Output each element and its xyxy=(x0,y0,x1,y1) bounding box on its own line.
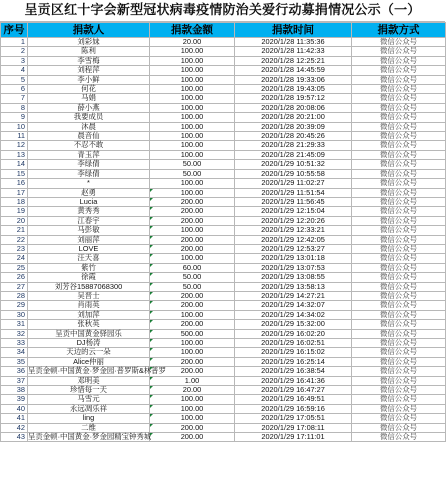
cell-donor[interactable]: DJ杨涛 xyxy=(28,339,150,348)
cell-donor[interactable]: 不忍不敢 xyxy=(28,141,150,150)
cell-amount[interactable]: 100.00 xyxy=(150,310,235,319)
table-row xyxy=(1,122,446,131)
cell-amount[interactable]: 100.00 xyxy=(150,254,235,263)
cell-method[interactable]: 微信公众号 xyxy=(352,273,446,282)
cell-donor[interactable]: 吴晋士 xyxy=(28,291,150,300)
cell-seq[interactable]: 25 xyxy=(1,263,28,272)
cell-donor[interactable]: 马彭敏 xyxy=(28,226,150,235)
cell-seq[interactable]: 32 xyxy=(1,329,28,338)
cell-donor[interactable]: 青玉萍 xyxy=(28,150,150,159)
cell-time[interactable]: 2020/1/29 16:41:36 xyxy=(235,376,352,385)
cell-seq[interactable]: 17 xyxy=(1,188,28,197)
cell-method[interactable]: 微信公众号 xyxy=(352,56,446,65)
cell-amount[interactable]: 100.00 xyxy=(150,150,235,159)
cell-amount[interactable]: 20.00 xyxy=(150,38,235,47)
cell-method[interactable]: 微信公众号 xyxy=(352,386,446,395)
table-row xyxy=(1,179,446,188)
cell-amount[interactable]: 100.00 xyxy=(150,132,235,141)
cell-time[interactable]: 2020/1/29 10:51:32 xyxy=(235,160,352,169)
cell-seq[interactable]: 6 xyxy=(1,85,28,94)
cell-marker-icon xyxy=(150,189,153,192)
table-row xyxy=(1,38,446,47)
cell-time[interactable]: 2020/1/29 11:51:54 xyxy=(235,188,352,197)
cell-amount[interactable]: 100.00 xyxy=(150,94,235,103)
cell-method[interactable]: 微信公众号 xyxy=(352,235,446,244)
table-row xyxy=(1,235,446,244)
table-row xyxy=(1,188,446,197)
cell-seq[interactable]: 22 xyxy=(1,235,28,244)
cell-donor[interactable]: 李绿倩 xyxy=(28,160,150,169)
table-row xyxy=(1,310,446,319)
header-seq[interactable]: 序号 xyxy=(1,23,28,38)
cell-amount[interactable]: 100.00 xyxy=(150,113,235,122)
cell-seq[interactable]: 8 xyxy=(1,103,28,112)
cell-amount[interactable]: 100.00 xyxy=(150,47,235,56)
cell-seq[interactable]: 29 xyxy=(1,301,28,310)
cell-amount[interactable]: 200.00 xyxy=(150,433,235,442)
cell-method[interactable]: 微信公众号 xyxy=(352,122,446,131)
cell-donor[interactable]: ling xyxy=(28,414,150,423)
cell-amount[interactable]: 100.00 xyxy=(150,141,235,150)
cell-method[interactable]: 微信公众号 xyxy=(352,103,446,112)
cell-seq[interactable]: 30 xyxy=(1,310,28,319)
cell-marker-icon xyxy=(150,330,153,333)
cell-method[interactable]: 微信公众号 xyxy=(352,226,446,235)
cell-amount[interactable]: 100.00 xyxy=(150,395,235,404)
cell-method[interactable]: 微信公众号 xyxy=(352,357,446,366)
cell-method[interactable]: 微信公众号 xyxy=(352,348,446,357)
table-row xyxy=(1,47,446,56)
cell-time[interactable]: 2020/1/29 10:55:58 xyxy=(235,169,352,178)
cell-seq[interactable]: 31 xyxy=(1,320,28,329)
cell-amount[interactable]: 100.00 xyxy=(150,75,235,84)
table-row xyxy=(1,94,446,103)
cell-donor[interactable]: 张秋英 xyxy=(28,320,150,329)
cell-donor[interactable]: 赵勇 xyxy=(28,188,150,197)
cell-donor[interactable]: 刘程萍 xyxy=(28,66,150,75)
cell-marker-icon xyxy=(150,358,153,361)
header-method[interactable]: 捐款方式 xyxy=(352,23,446,38)
cell-seq[interactable]: 36 xyxy=(1,367,28,376)
cell-method[interactable]: 微信公众号 xyxy=(352,85,446,94)
table-row xyxy=(1,320,446,329)
cell-marker-icon xyxy=(150,367,153,370)
cell-marker-icon xyxy=(150,433,153,436)
cell-seq[interactable]: 40 xyxy=(1,404,28,413)
cell-marker-icon xyxy=(150,264,153,267)
cell-marker-icon xyxy=(150,395,153,398)
header-amount[interactable]: 捐款金额 xyxy=(150,23,235,38)
cell-amount[interactable]: 200.00 xyxy=(150,357,235,366)
table-row xyxy=(1,85,446,94)
sheet-title: 呈贡区红十字会新型冠状病毒疫情防治关爱行动募捐情况公示（一） xyxy=(0,0,445,22)
cell-seq[interactable]: 39 xyxy=(1,395,28,404)
cell-method[interactable]: 微信公众号 xyxy=(352,310,446,319)
cell-seq[interactable]: 33 xyxy=(1,339,28,348)
cell-method[interactable]: 微信公众号 xyxy=(352,197,446,206)
cell-time[interactable]: 2020/1/29 16:15:02 xyxy=(235,348,352,357)
table-row xyxy=(1,141,446,150)
table-row xyxy=(1,103,446,112)
cell-marker-icon xyxy=(150,245,153,248)
cell-time[interactable]: 2020/1/29 16:47:27 xyxy=(235,386,352,395)
cell-marker-icon xyxy=(150,226,153,229)
cell-seq[interactable]: 37 xyxy=(1,376,28,385)
cell-amount[interactable]: 100.00 xyxy=(150,226,235,235)
donation-table xyxy=(0,22,446,442)
cell-seq[interactable]: 34 xyxy=(1,348,28,357)
cell-donor[interactable]: 刘加萍 xyxy=(28,310,150,319)
cell-method[interactable]: 微信公众号 xyxy=(352,423,446,432)
cell-method[interactable]: 微信公众号 xyxy=(352,282,446,291)
table-row xyxy=(1,263,446,272)
cell-time[interactable]: 2020/1/29 12:53:27 xyxy=(235,244,352,253)
table-row xyxy=(1,150,446,159)
cell-time[interactable]: 2020/1/29 17:08:11 xyxy=(235,423,352,432)
table-row xyxy=(1,254,446,263)
cell-method[interactable]: 微信公众号 xyxy=(352,47,446,56)
cell-time[interactable]: 2020/1/29 17:05:51 xyxy=(235,414,352,423)
cell-time[interactable]: 2020/1/29 16:59:16 xyxy=(235,404,352,413)
cell-method[interactable]: 微信公众号 xyxy=(352,320,446,329)
cell-time[interactable]: 2020/1/28 20:39:09 xyxy=(235,122,352,131)
cell-seq[interactable]: 18 xyxy=(1,197,28,206)
cell-time[interactable]: 2020/1/29 16:02:20 xyxy=(235,329,352,338)
cell-method[interactable]: 微信公众号 xyxy=(352,367,446,376)
cell-seq[interactable]: 12 xyxy=(1,141,28,150)
cell-method[interactable]: 微信公众号 xyxy=(352,244,446,253)
cell-time[interactable]: 2020/1/29 16:49:51 xyxy=(235,395,352,404)
table-row xyxy=(1,348,446,357)
cell-donor[interactable]: * xyxy=(28,179,150,188)
cell-donor[interactable]: 天边的云一朵 xyxy=(28,348,150,357)
table-row xyxy=(1,367,446,376)
cell-amount[interactable]: 50.00 xyxy=(150,282,235,291)
cell-method[interactable]: 微信公众号 xyxy=(352,38,446,47)
cell-amount[interactable]: 200.00 xyxy=(150,235,235,244)
cell-amount[interactable]: 100.00 xyxy=(150,414,235,423)
cell-amount[interactable]: 200.00 xyxy=(150,244,235,253)
cell-amount[interactable]: 100.00 xyxy=(150,188,235,197)
cell-donor[interactable]: 二维 xyxy=(28,423,150,432)
table-row xyxy=(1,207,446,216)
cell-donor[interactable]: 珍惜每一天 xyxy=(28,386,150,395)
cell-time[interactable]: 2020/1/28 19:43:05 xyxy=(235,85,352,94)
cell-time[interactable]: 2020/1/28 21:29:33 xyxy=(235,141,352,150)
table-row xyxy=(1,414,446,423)
cell-donor[interactable]: 刘芳谷15887068300 xyxy=(28,282,150,291)
cell-donor[interactable]: 马雪元 xyxy=(28,395,150,404)
cell-time[interactable]: 2020/1/29 13:08:55 xyxy=(235,273,352,282)
cell-method[interactable]: 微信公众号 xyxy=(352,207,446,216)
cell-donor[interactable]: 紫竹 xyxy=(28,263,150,272)
cell-method[interactable]: 微信公众号 xyxy=(352,66,446,75)
cell-amount[interactable]: 100.00 xyxy=(150,103,235,112)
cell-amount[interactable]: 60.00 xyxy=(150,263,235,272)
cell-marker-icon xyxy=(150,273,153,276)
cell-time[interactable]: 2020/1/28 19:33:06 xyxy=(235,75,352,84)
cell-amount[interactable]: 100.00 xyxy=(150,122,235,131)
cell-seq[interactable]: 16 xyxy=(1,179,28,188)
cell-method[interactable]: 微信公众号 xyxy=(352,141,446,150)
table-row xyxy=(1,433,446,442)
table-row xyxy=(1,132,446,141)
cell-marker-icon xyxy=(150,198,153,201)
cell-amount[interactable]: 100.00 xyxy=(150,348,235,357)
cell-seq[interactable]: 41 xyxy=(1,414,28,423)
cell-time[interactable]: 2020/1/29 14:34:02 xyxy=(235,310,352,319)
cell-time[interactable]: 2020/1/29 13:58:13 xyxy=(235,282,352,291)
cell-donor[interactable]: 徐霞 xyxy=(28,273,150,282)
table-row xyxy=(1,56,446,65)
cell-time[interactable]: 2020/1/28 11:35:36 xyxy=(235,38,352,47)
cell-marker-icon xyxy=(150,414,153,417)
cell-time[interactable]: 2020/1/29 14:32:07 xyxy=(235,301,352,310)
cell-donor[interactable]: LOVE xyxy=(28,244,150,253)
cell-method[interactable]: 微信公众号 xyxy=(352,160,446,169)
cell-method[interactable]: 微信公众号 xyxy=(352,132,446,141)
cell-donor[interactable]: 刘彩妹 xyxy=(28,38,150,47)
cell-time[interactable]: 2020/1/29 13:01:18 xyxy=(235,254,352,263)
cell-marker-icon xyxy=(150,348,153,351)
cell-donor[interactable]: Alice仲丽 xyxy=(28,357,150,366)
cell-amount[interactable]: 500.00 xyxy=(150,329,235,338)
table-row xyxy=(1,169,446,178)
table-row xyxy=(1,282,446,291)
cell-method[interactable]: 微信公众号 xyxy=(352,404,446,413)
cell-time[interactable]: 2020/1/28 14:45:59 xyxy=(235,66,352,75)
cell-marker-icon xyxy=(150,339,153,342)
cell-donor[interactable]: 沐晨 xyxy=(28,122,150,131)
cell-time[interactable]: 2020/1/28 19:57:12 xyxy=(235,94,352,103)
cell-seq[interactable]: 26 xyxy=(1,273,28,282)
cell-donor[interactable]: 江春宇 xyxy=(28,216,150,225)
cell-method[interactable]: 微信公众号 xyxy=(352,263,446,272)
cell-seq[interactable]: 19 xyxy=(1,207,28,216)
cell-time[interactable]: 2020/1/29 11:56:45 xyxy=(235,197,352,206)
cell-seq[interactable]: 13 xyxy=(1,150,28,159)
cell-donor[interactable]: 何花 xyxy=(28,85,150,94)
table-row xyxy=(1,244,446,253)
cell-method[interactable]: 微信公众号 xyxy=(352,94,446,103)
cell-marker-icon xyxy=(150,217,153,220)
cell-marker-icon xyxy=(150,424,153,427)
cell-donor[interactable]: 黄秀秀 xyxy=(28,207,150,216)
cell-method[interactable]: 微信公众号 xyxy=(352,75,446,84)
cell-method[interactable]: 微信公众号 xyxy=(352,188,446,197)
cell-seq[interactable]: 38 xyxy=(1,386,28,395)
cell-seq[interactable]: 9 xyxy=(1,113,28,122)
cell-time[interactable]: 2020/1/28 20:21:00 xyxy=(235,113,352,122)
cell-seq[interactable]: 10 xyxy=(1,122,28,131)
cell-donor[interactable]: 肖雨英 xyxy=(28,301,150,310)
cell-seq[interactable]: 20 xyxy=(1,216,28,225)
cell-marker-icon xyxy=(150,320,153,323)
cell-donor[interactable]: 永远凋乐祥 xyxy=(28,404,150,413)
cell-method[interactable]: 微信公众号 xyxy=(352,113,446,122)
cell-donor[interactable]: 李雪梅 xyxy=(28,56,150,65)
cell-time[interactable]: 2020/1/29 16:38:54 xyxy=(235,367,352,376)
cell-donor[interactable]: Lucia xyxy=(28,197,150,206)
cell-seq[interactable]: 1 xyxy=(1,38,28,47)
cell-seq[interactable]: 4 xyxy=(1,66,28,75)
cell-donor[interactable]: 邓明美 xyxy=(28,376,150,385)
cell-amount[interactable]: 200.00 xyxy=(150,216,235,225)
cell-time[interactable]: 2020/1/29 13:07:53 xyxy=(235,263,352,272)
cell-seq[interactable]: 24 xyxy=(1,254,28,263)
cell-seq[interactable]: 14 xyxy=(1,160,28,169)
cell-donor[interactable]: 呈贡中国黄金驿园乐 xyxy=(28,329,150,338)
cell-marker-icon xyxy=(150,207,153,210)
table-row xyxy=(1,66,446,75)
cell-seq[interactable]: 5 xyxy=(1,75,28,84)
table-row xyxy=(1,197,446,206)
cell-amount[interactable]: 100.00 xyxy=(150,85,235,94)
cell-amount[interactable]: 100.00 xyxy=(150,56,235,65)
cell-amount[interactable]: 200.00 xyxy=(150,207,235,216)
cell-amount[interactable]: 100.00 xyxy=(150,339,235,348)
cell-marker-icon xyxy=(150,377,153,380)
cell-time[interactable]: 2020/1/29 16:25:14 xyxy=(235,357,352,366)
table-row xyxy=(1,226,446,235)
cell-marker-icon xyxy=(150,236,153,239)
table-row xyxy=(1,160,446,169)
table-row xyxy=(1,216,446,225)
cell-donor[interactable]: 我要成员 xyxy=(28,113,150,122)
cell-method[interactable]: 微信公众号 xyxy=(352,254,446,263)
cell-amount[interactable]: 200.00 xyxy=(150,423,235,432)
cell-amount[interactable]: 200.00 xyxy=(150,301,235,310)
cell-time[interactable]: 2020/1/29 12:42:05 xyxy=(235,235,352,244)
table-row xyxy=(1,329,446,338)
cell-time[interactable]: 2020/1/29 12:33:21 xyxy=(235,226,352,235)
cell-seq[interactable]: 43 xyxy=(1,433,28,442)
cell-amount[interactable]: 100.00 xyxy=(150,404,235,413)
cell-amount[interactable]: 200.00 xyxy=(150,320,235,329)
header-row xyxy=(1,23,446,38)
cell-seq[interactable]: 11 xyxy=(1,132,28,141)
cell-method[interactable]: 微信公众号 xyxy=(352,433,446,442)
cell-amount[interactable]: 200.00 xyxy=(150,291,235,300)
cell-marker-icon xyxy=(150,311,153,314)
table-row xyxy=(1,386,446,395)
cell-time[interactable]: 2020/1/28 21:45:09 xyxy=(235,150,352,159)
cell-amount[interactable]: 200.00 xyxy=(150,367,235,376)
cell-donor[interactable]: 刘丽萍 xyxy=(28,235,150,244)
cell-marker-icon xyxy=(150,405,153,408)
cell-method[interactable]: 微信公众号 xyxy=(352,179,446,188)
cell-donor[interactable]: 薛小燕 xyxy=(28,103,150,112)
cell-time[interactable]: 2020/1/28 20:45:26 xyxy=(235,132,352,141)
cell-amount[interactable]: 1.00 xyxy=(150,376,235,385)
cell-amount[interactable]: 20.00 xyxy=(150,386,235,395)
table-row xyxy=(1,376,446,385)
cell-time[interactable]: 2020/1/29 12:20:26 xyxy=(235,216,352,225)
cell-seq[interactable]: 21 xyxy=(1,226,28,235)
table-row xyxy=(1,404,446,413)
cell-time[interactable]: 2020/1/29 14:27:21 xyxy=(235,291,352,300)
cell-donor[interactable]: 马娟 xyxy=(28,94,150,103)
cell-donor[interactable]: 晨音仙 xyxy=(28,132,150,141)
cell-time[interactable]: 2020/1/29 17:11:01 xyxy=(235,433,352,442)
cell-time[interactable]: 2020/1/29 12:15:04 xyxy=(235,207,352,216)
cell-time[interactable]: 2020/1/29 16:02:51 xyxy=(235,339,352,348)
cell-method[interactable]: 微信公众号 xyxy=(352,150,446,159)
table-row xyxy=(1,273,446,282)
header-time[interactable]: 捐款时间 xyxy=(235,23,352,38)
cell-time[interactable]: 2020/1/29 15:32:00 xyxy=(235,320,352,329)
cell-seq[interactable]: 7 xyxy=(1,94,28,103)
cell-method[interactable]: 微信公众号 xyxy=(352,339,446,348)
table-row xyxy=(1,395,446,404)
cell-donor[interactable]: 李小鲜 xyxy=(28,75,150,84)
cell-seq[interactable]: 27 xyxy=(1,282,28,291)
cell-amount[interactable]: 50.00 xyxy=(150,169,235,178)
cell-time[interactable]: 2020/1/28 11:42:33 xyxy=(235,47,352,56)
cell-donor[interactable]: 李绿倩 xyxy=(28,169,150,178)
cell-marker-icon xyxy=(150,386,153,389)
cell-seq[interactable]: 3 xyxy=(1,56,28,65)
cell-method[interactable]: 微信公众号 xyxy=(352,291,446,300)
cell-seq[interactable]: 35 xyxy=(1,357,28,366)
cell-amount[interactable]: 100.00 xyxy=(150,179,235,188)
cell-method[interactable]: 微信公众号 xyxy=(352,376,446,385)
cell-marker-icon xyxy=(150,292,153,295)
cell-seq[interactable]: 42 xyxy=(1,423,28,432)
cell-marker-icon xyxy=(150,283,153,286)
header-donor[interactable]: 捐款人 xyxy=(28,23,150,38)
cell-method[interactable]: 微信公众号 xyxy=(352,216,446,225)
cell-marker-icon xyxy=(150,301,153,304)
cell-donor[interactable]: 陈利 xyxy=(28,47,150,56)
cell-time[interactable]: 2020/1/28 20:08:06 xyxy=(235,103,352,112)
cell-donor[interactable]: 汪天喜 xyxy=(28,254,150,263)
cell-time[interactable]: 2020/1/29 11:02:27 xyxy=(235,179,352,188)
table-row xyxy=(1,291,446,300)
cell-method[interactable]: 微信公众号 xyxy=(352,301,446,310)
table-body xyxy=(1,38,446,442)
cell-amount[interactable]: 50.00 xyxy=(150,160,235,169)
cell-method[interactable]: 微信公众号 xyxy=(352,414,446,423)
cell-marker-icon xyxy=(150,254,153,257)
cell-donor[interactable]: 呈贡金顿·中国黄金·梦金园·普罗斯&林普罗 xyxy=(28,366,166,376)
cell-time[interactable]: 2020/1/28 12:25:21 xyxy=(235,56,352,65)
table-row xyxy=(1,113,446,122)
cell-donor[interactable]: 呈贡金顿·中国黄金·梦金园精宝钟秀城 xyxy=(28,432,152,442)
table-row xyxy=(1,75,446,84)
table-row xyxy=(1,301,446,310)
cell-seq[interactable]: 2 xyxy=(1,47,28,56)
cell-seq[interactable]: 15 xyxy=(1,169,28,178)
cell-method[interactable]: 微信公众号 xyxy=(352,169,446,178)
cell-amount[interactable]: 100.00 xyxy=(150,66,235,75)
cell-amount[interactable]: 50.00 xyxy=(150,273,235,282)
cell-seq[interactable]: 28 xyxy=(1,291,28,300)
cell-seq[interactable]: 23 xyxy=(1,244,28,253)
cell-method[interactable]: 微信公众号 xyxy=(352,395,446,404)
cell-amount[interactable]: 200.00 xyxy=(150,197,235,206)
cell-method[interactable]: 微信公众号 xyxy=(352,329,446,338)
